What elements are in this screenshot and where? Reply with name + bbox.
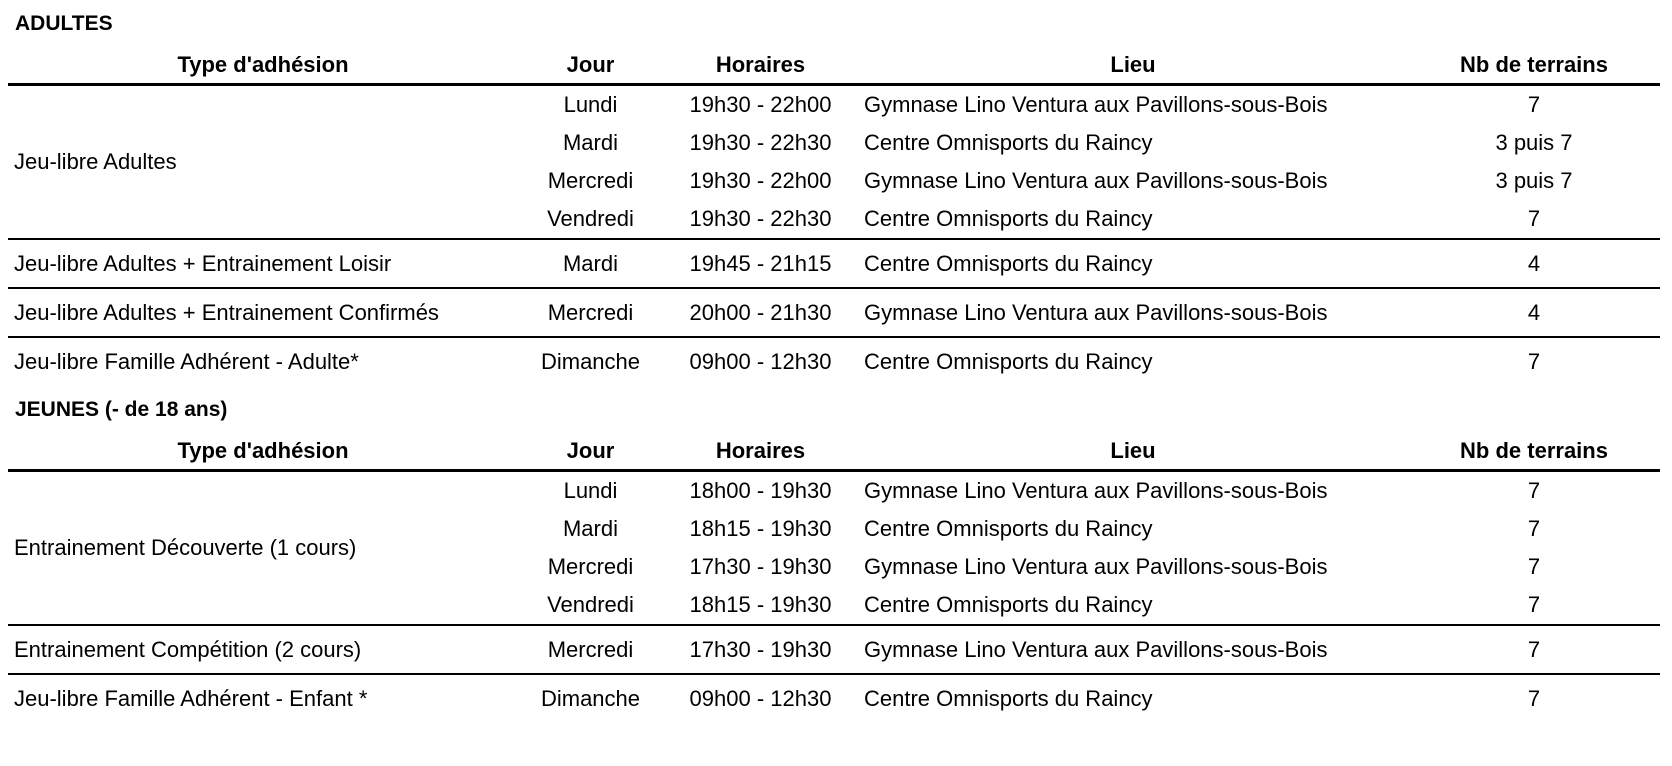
header-hours: Horaires: [663, 46, 858, 85]
cell-hours: 20h00 - 21h30: [663, 288, 858, 337]
cell-hours: 19h30 - 22h00: [689, 168, 832, 193]
cell-day: Dimanche: [540, 348, 641, 374]
header-type: Type d'adhésion: [8, 46, 518, 85]
table-row: [8, 625, 1660, 674]
cell-courts: 3 puis 7: [1495, 130, 1573, 155]
cell-hours: 18h00 - 19h30: [689, 478, 832, 503]
cell-day: Vendredi: [518, 586, 663, 625]
cell-membership-type: Jeu-libre Adultes + Entrainement Loisir: [8, 239, 518, 288]
cell-day: Mercredi: [547, 554, 634, 579]
cell-courts: 7: [1527, 516, 1541, 541]
cell-place: Gymnase Lino Ventura aux Pavillons-sous-Bois: [858, 625, 1408, 674]
header-place: Lieu: [858, 46, 1408, 85]
table-header-row: [8, 46, 1660, 85]
cell-courts: 7: [1408, 625, 1660, 674]
cell-place: Centre Omnisports du Raincy: [864, 685, 1153, 711]
header-type: Type d'adhésion: [8, 432, 518, 471]
cell-place: Centre Omnisports du Raincy: [864, 516, 1153, 541]
cell-day: Mercredi: [518, 288, 663, 337]
table-row: [8, 288, 1660, 337]
cell-day: Mardi: [562, 130, 618, 155]
cell-hours: 18h15 - 19h30: [689, 516, 832, 541]
cell-hours: 19h30 - 22h30: [663, 200, 858, 239]
cell-courts: 7: [1527, 478, 1541, 503]
cell-place: Centre Omnisports du Raincy: [858, 200, 1408, 239]
cell-courts: 7: [1527, 685, 1541, 711]
cell-day: Vendredi: [518, 200, 663, 239]
table-row: [8, 239, 1660, 288]
cell-membership-type: Entrainement Découverte (1 cours): [8, 471, 518, 626]
cell-courts: 7: [1408, 200, 1660, 239]
cell-place: Gymnase Lino Ventura aux Pavillons-sous-Bois: [864, 92, 1328, 117]
cell-hours: 17h30 - 19h30: [663, 625, 858, 674]
youth-schedule-table: [8, 432, 1660, 722]
cell-place: Centre Omnisports du Raincy: [864, 348, 1153, 374]
header-day: Jour: [518, 46, 663, 85]
cell-courts: 7: [1527, 554, 1541, 579]
cell-day: Lundi: [563, 92, 618, 117]
table-row: [8, 471, 1660, 511]
header-hours: Horaires: [663, 432, 858, 471]
cell-hours: 19h30 - 22h30: [689, 130, 832, 155]
table-header-row: [8, 432, 1660, 471]
header-courts: Nb de terrains: [1408, 46, 1660, 85]
youth-section-title: JEUNES (- de 18 ans): [15, 398, 228, 421]
cell-hours: 09h00 - 12h30: [689, 685, 832, 711]
cell-place: Gymnase Lino Ventura aux Pavillons-sous-Bois: [858, 288, 1408, 337]
cell-courts: 7: [1527, 92, 1541, 117]
table-row: [8, 674, 1660, 722]
cell-membership-type: Jeu-libre Adultes + Entrainement Confirmés: [8, 288, 518, 337]
table-row: [8, 85, 1660, 125]
cell-membership-type: Jeu-libre Adultes: [8, 85, 518, 240]
header-day: Jour: [518, 432, 663, 471]
cell-place: Centre Omnisports du Raincy: [858, 586, 1408, 625]
cell-courts: 7: [1527, 348, 1541, 374]
cell-hours: 19h30 - 22h00: [689, 92, 832, 117]
cell-place: Gymnase Lino Ventura aux Pavillons-sous-Bois: [864, 478, 1328, 503]
header-place: Lieu: [858, 432, 1408, 471]
cell-place: Gymnase Lino Ventura aux Pavillons-sous-Bois: [864, 168, 1328, 193]
cell-place: Gymnase Lino Ventura aux Pavillons-sous-Bois: [864, 554, 1328, 579]
cell-hours: 09h00 - 12h30: [689, 348, 832, 374]
cell-hours: 18h15 - 19h30: [663, 586, 858, 625]
cell-courts: 3 puis 7: [1495, 168, 1573, 193]
cell-day: Mardi: [562, 516, 618, 541]
table-row: [8, 337, 1660, 385]
adults-section-title: ADULTES: [15, 12, 113, 35]
cell-day: Mardi: [518, 239, 663, 288]
cell-membership-type: Entrainement Compétition (2 cours): [8, 625, 518, 674]
cell-membership-type: Jeu-libre Famille Adhérent - Enfant *: [14, 685, 368, 711]
cell-courts: 4: [1408, 288, 1660, 337]
cell-day: Mercredi: [547, 168, 634, 193]
cell-day: Mercredi: [518, 625, 663, 674]
adults-schedule-table: [8, 46, 1660, 385]
cell-membership-type: Jeu-libre Famille Adhérent - Adulte*: [14, 348, 359, 374]
cell-place: Centre Omnisports du Raincy: [858, 239, 1408, 288]
cell-day: Lundi: [563, 478, 618, 503]
header-courts: Nb de terrains: [1408, 432, 1660, 471]
cell-hours: 19h45 - 21h15: [663, 239, 858, 288]
cell-place: Centre Omnisports du Raincy: [864, 130, 1153, 155]
cell-hours: 17h30 - 19h30: [689, 554, 832, 579]
cell-courts: 4: [1408, 239, 1660, 288]
cell-day: Dimanche: [540, 685, 641, 711]
cell-courts: 7: [1408, 586, 1660, 625]
